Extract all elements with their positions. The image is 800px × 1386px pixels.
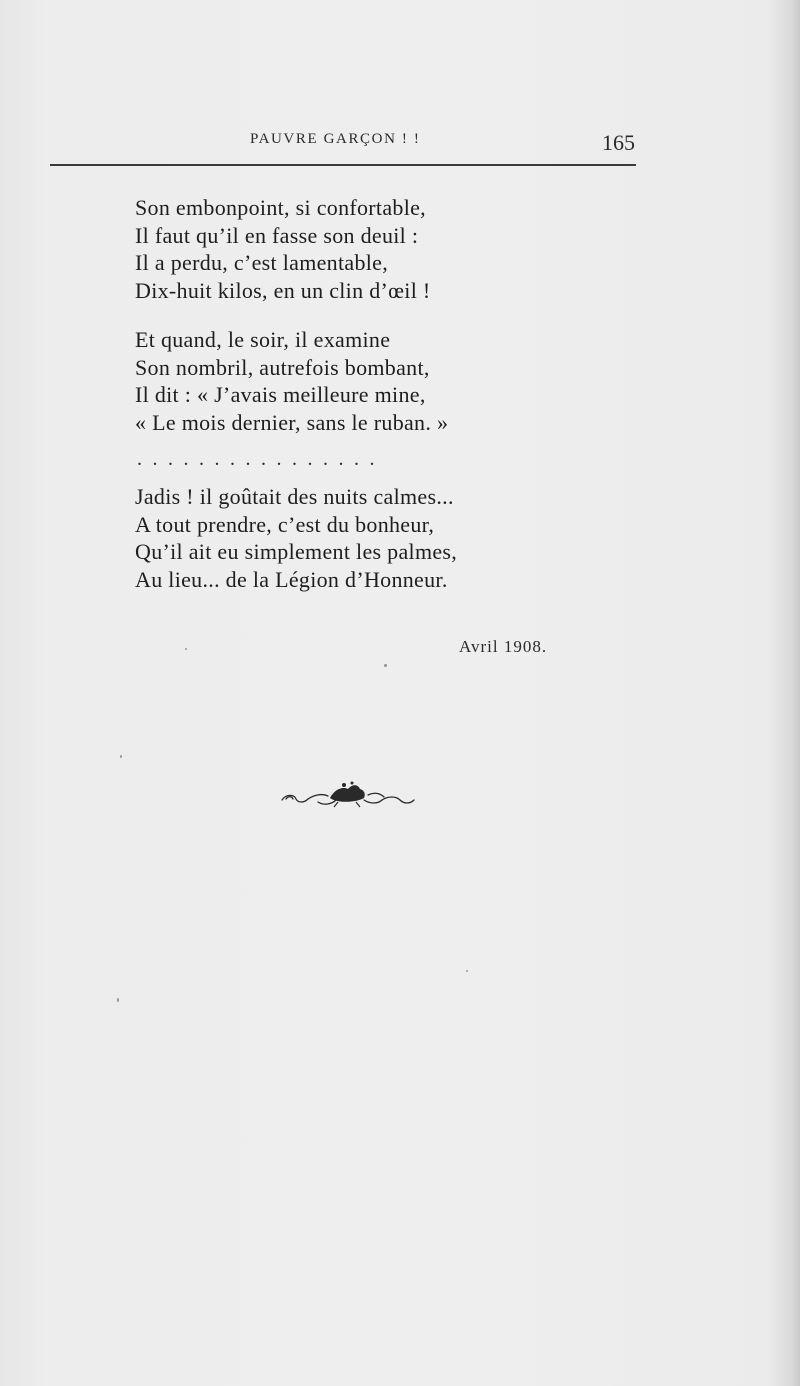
running-title: PAUVRE GARÇON ! ! bbox=[250, 131, 421, 147]
verse-line: Son embonpoint, si confortable, bbox=[135, 195, 426, 220]
ellipsis-line: ................ bbox=[137, 448, 385, 470]
verse-line: Jadis ! il goûtait des nuits calmes... bbox=[135, 484, 454, 509]
verse-line: Il faut qu’il en fasse son deuil : bbox=[135, 222, 419, 248]
stanza-2 bbox=[135, 326, 448, 436]
verse-line: Au lieu... de la Légion d’Honneur. bbox=[135, 566, 448, 592]
verse-line: Son nombril, autrefois bombant, bbox=[135, 354, 430, 380]
paper-speck bbox=[384, 664, 387, 667]
verse-line: Il a perdu, c’est lamentable, bbox=[135, 250, 389, 275]
paper-speck bbox=[117, 998, 119, 1002]
paper-speck bbox=[466, 970, 468, 972]
page-number: 165 bbox=[602, 130, 635, 155]
verse-line: Et quand, le soir, il examine bbox=[135, 327, 391, 352]
verse-line: « Le mois dernier, sans le ruban. » bbox=[135, 409, 449, 435]
verse-line: Qu’il ait eu simplement les palmes, bbox=[135, 539, 458, 564]
verse-line: A tout prendre, c’est du bonheur, bbox=[135, 511, 435, 537]
dateline: Avril 1908. bbox=[459, 637, 548, 656]
stanza-3 bbox=[135, 483, 457, 593]
paper-speck bbox=[185, 648, 187, 650]
verse-line: Il dit : « J’avais meilleure mine, bbox=[135, 382, 426, 407]
header-rule bbox=[50, 164, 636, 166]
stanza-1 bbox=[135, 194, 431, 304]
verse-line: Dix-huit kilos, en un clin d’œil ! bbox=[135, 277, 431, 303]
fleuron-ornament-icon bbox=[278, 780, 418, 808]
paper-speck bbox=[120, 755, 122, 758]
